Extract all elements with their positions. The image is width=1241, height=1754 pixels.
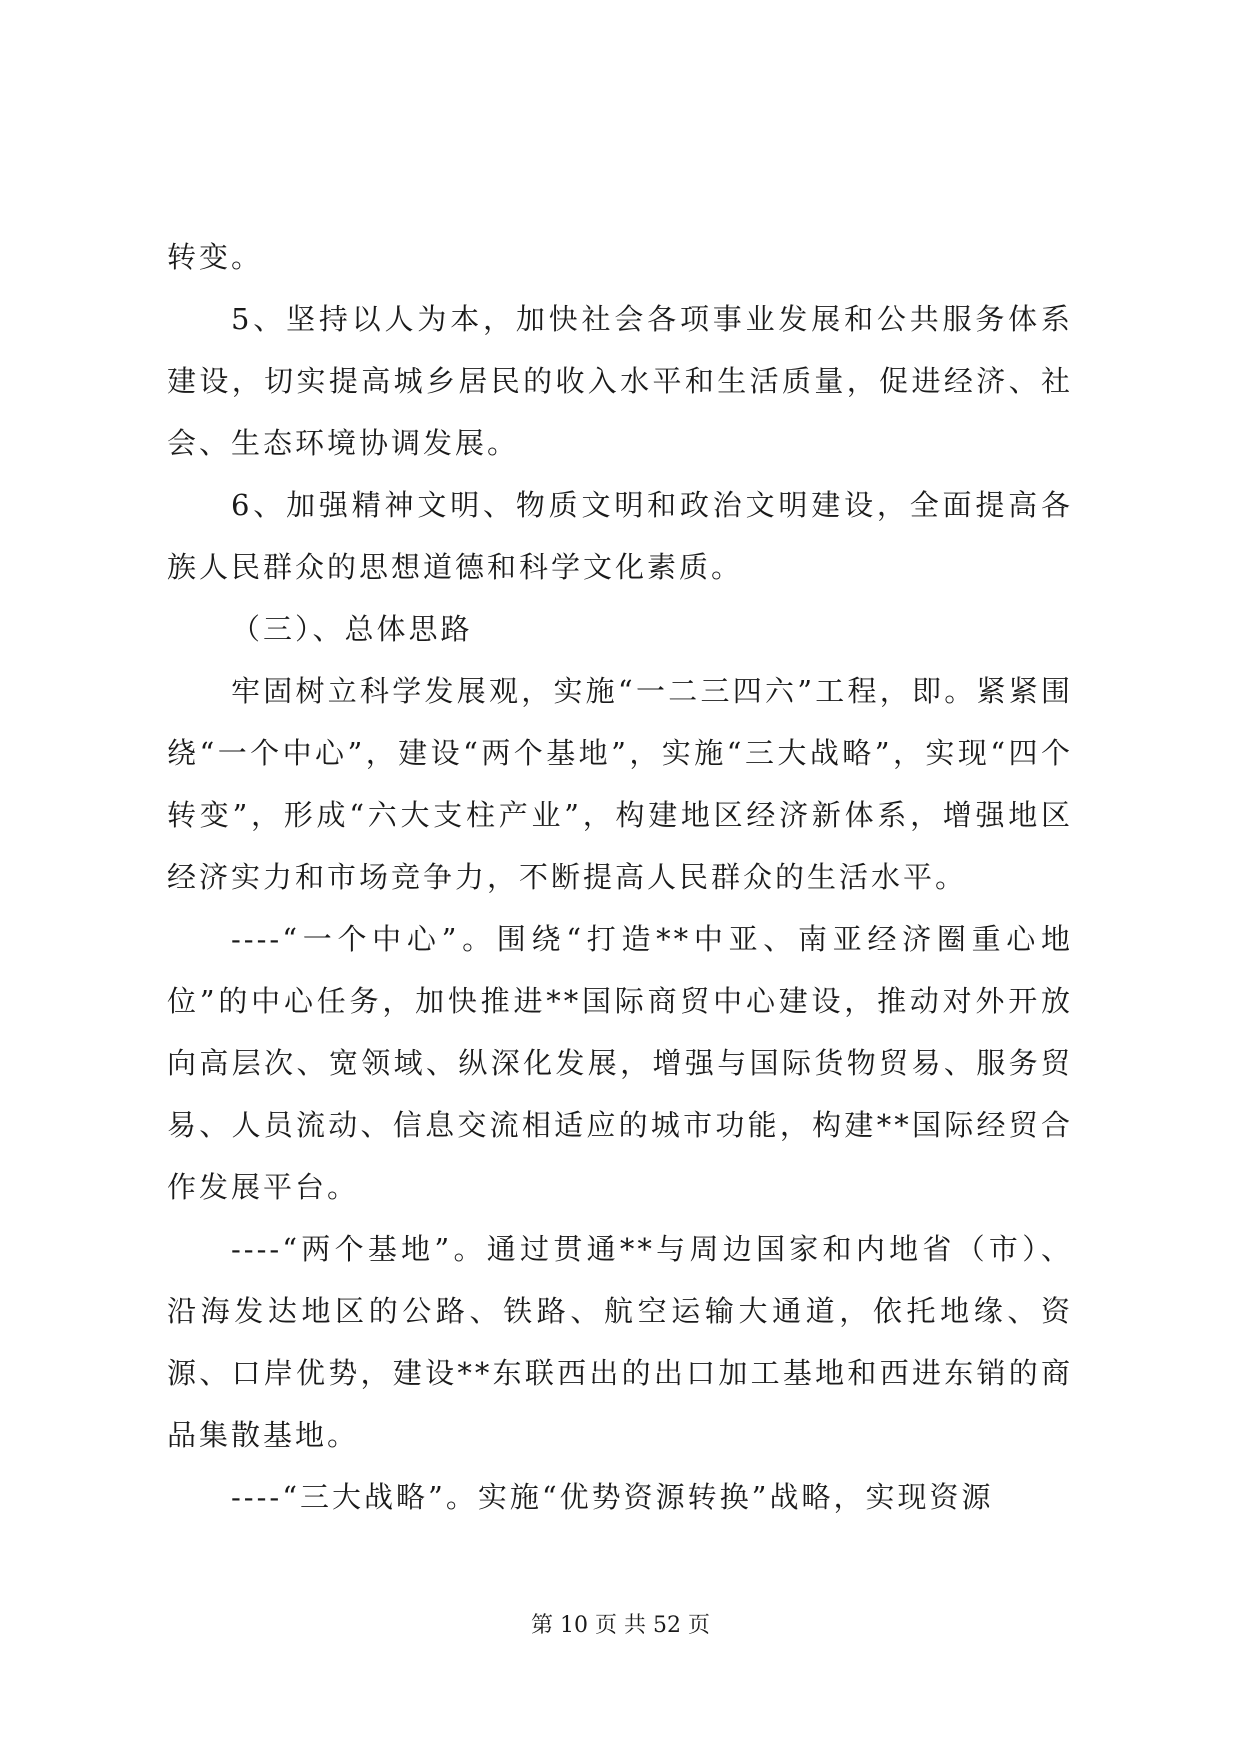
paragraph-item-5: 5、坚持以人为本，加快社会各项事业发展和公共服务体系建设，切实提高城乡居民的收入水平和生活质量，促进经济、社会、生态环境协调发展。	[167, 302, 1073, 460]
paragraph-item-6: 6、加强精神文明、物质文明和政治文明建设，全面提高各族人民群众的思想道德和科学文化素质。	[167, 488, 1073, 584]
page-footer: 第 10 页 共 52 页	[531, 1613, 710, 1638]
section-heading: （三）、总体思路	[231, 612, 473, 646]
paragraph-three-strategies: ----“三大战略”。实施“优势资源转换”战略，实现资源	[231, 1480, 994, 1514]
paragraph-overview: 牢固树立科学发展观，实施“一二三四六”工程，即。紧紧围绕“一个中心”，建设“两个基地”，实施“三大战略”，实现“四个转变”，形成“六大支柱产业”，构建地区经济新体系，增强地区经济实力和市场竞争力，不断提高人民群众的生活水平。	[167, 674, 1073, 894]
paragraph-continuation: 转变。	[167, 240, 264, 274]
paragraph-two-bases: ----“两个基地”。通过贯通**与周边国家和内地省（市）、沿海发达地区的公路、铁路、航空运输大通道，依托地缘、资源、口岸优势，建设**东联西出的出口加工基地和西进东销的商品集散基地。	[167, 1232, 1073, 1452]
body-text	[167, 226, 1073, 1528]
paragraph-one-center: ----“一个中心”。围绕“打造**中亚、南亚经济圈重心地位”的中心任务，加快推进**国际商贸中心建设，推动对外开放向高层次、宽领域、纵深化发展，增强与国际货物贸易、服务贸易、人员流动、信息交流相适应的城市功能，构建**国际经贸合作发展平台。	[167, 922, 1073, 1204]
